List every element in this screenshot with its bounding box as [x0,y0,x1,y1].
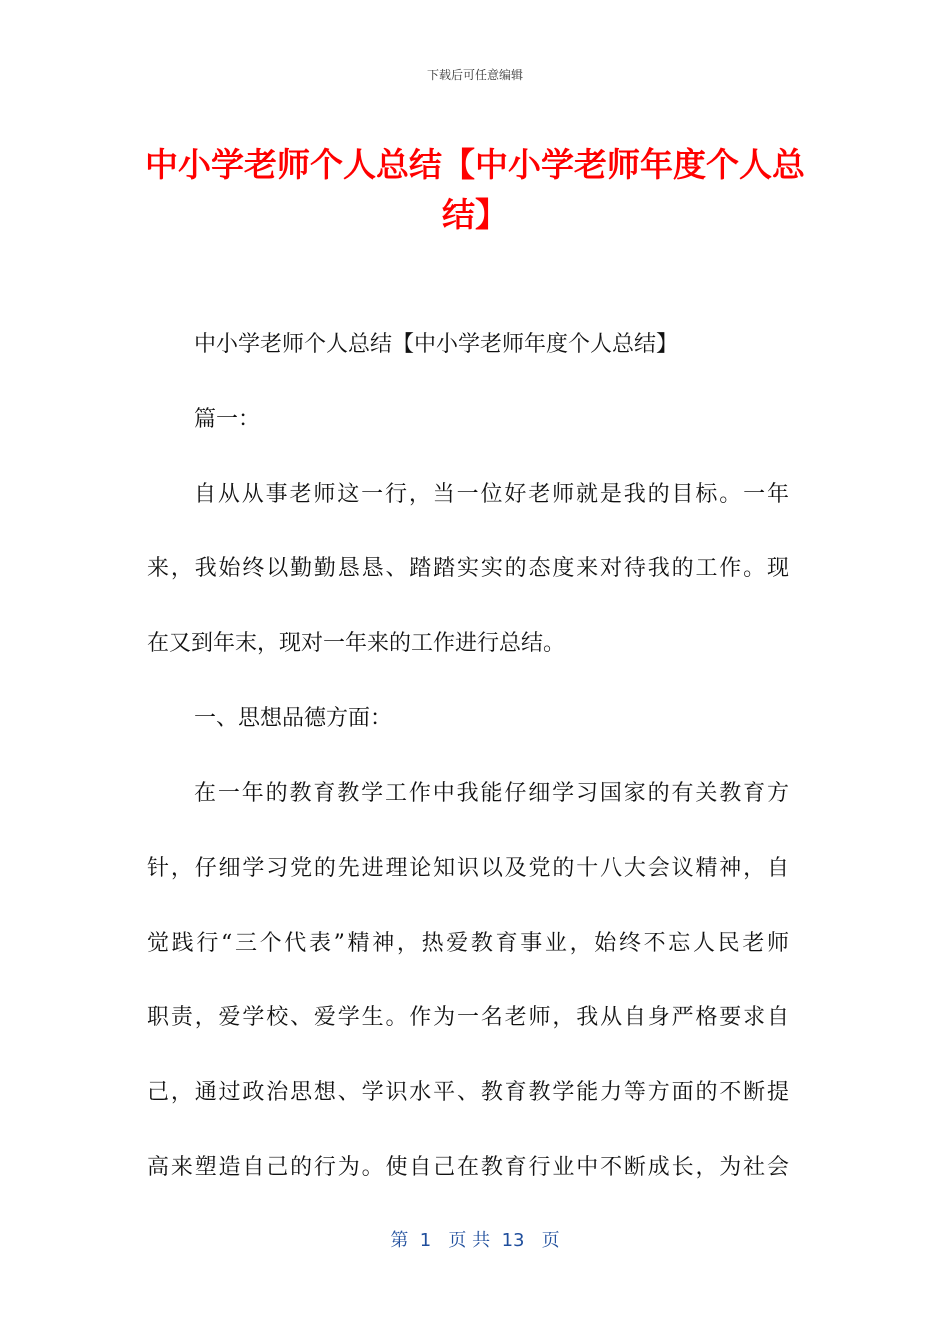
section-label: 篇一： [194,407,261,432]
paragraph-line: 来，我始终以勤勤恳恳、踏踏实实的态度来对待我的工作。现 [147,556,789,581]
paragraph-line: 己，通过政治思想、学识水平、教育教学能力等方面的不断提 [147,1080,789,1105]
paragraph-line: 高来塑造自己的行为。使自己在教育行业中不断成长，为社会 [147,1155,789,1180]
paragraph-line: 在一年的教育教学工作中我能仔细学习国家的有关教育方 [194,781,789,806]
paragraph-line: 针，仔细学习党的先进理论知识以及党的十八大会议精神，自 [147,856,789,881]
paragraph-line: 自从从事老师这一行，当一位好老师就是我的目标。一年 [194,482,789,507]
section-heading: 一、思想品德方面： [194,706,393,731]
page-header-note: 下载后可任意编辑 [426,68,523,82]
document-title: 中小学老师个人总结【中小学老师年度个人总结】 [145,145,805,234]
paragraph-line: 觉践行“三个代表”精神，热爱教育事业，始终不忘人民老师 [147,931,789,956]
subtitle-line: 中小学老师个人总结【中小学老师年度个人总结】 [194,332,679,357]
paragraph-line: 职责，爱学校、爱学生。作为一名老师，我从自身严格要求自 [147,1005,789,1030]
page-number-footer: 第 1 页 共 13 页 [390,1230,560,1251]
paragraph-line: 在又到年末，现对一年来的工作进行总结。 [147,631,566,656]
